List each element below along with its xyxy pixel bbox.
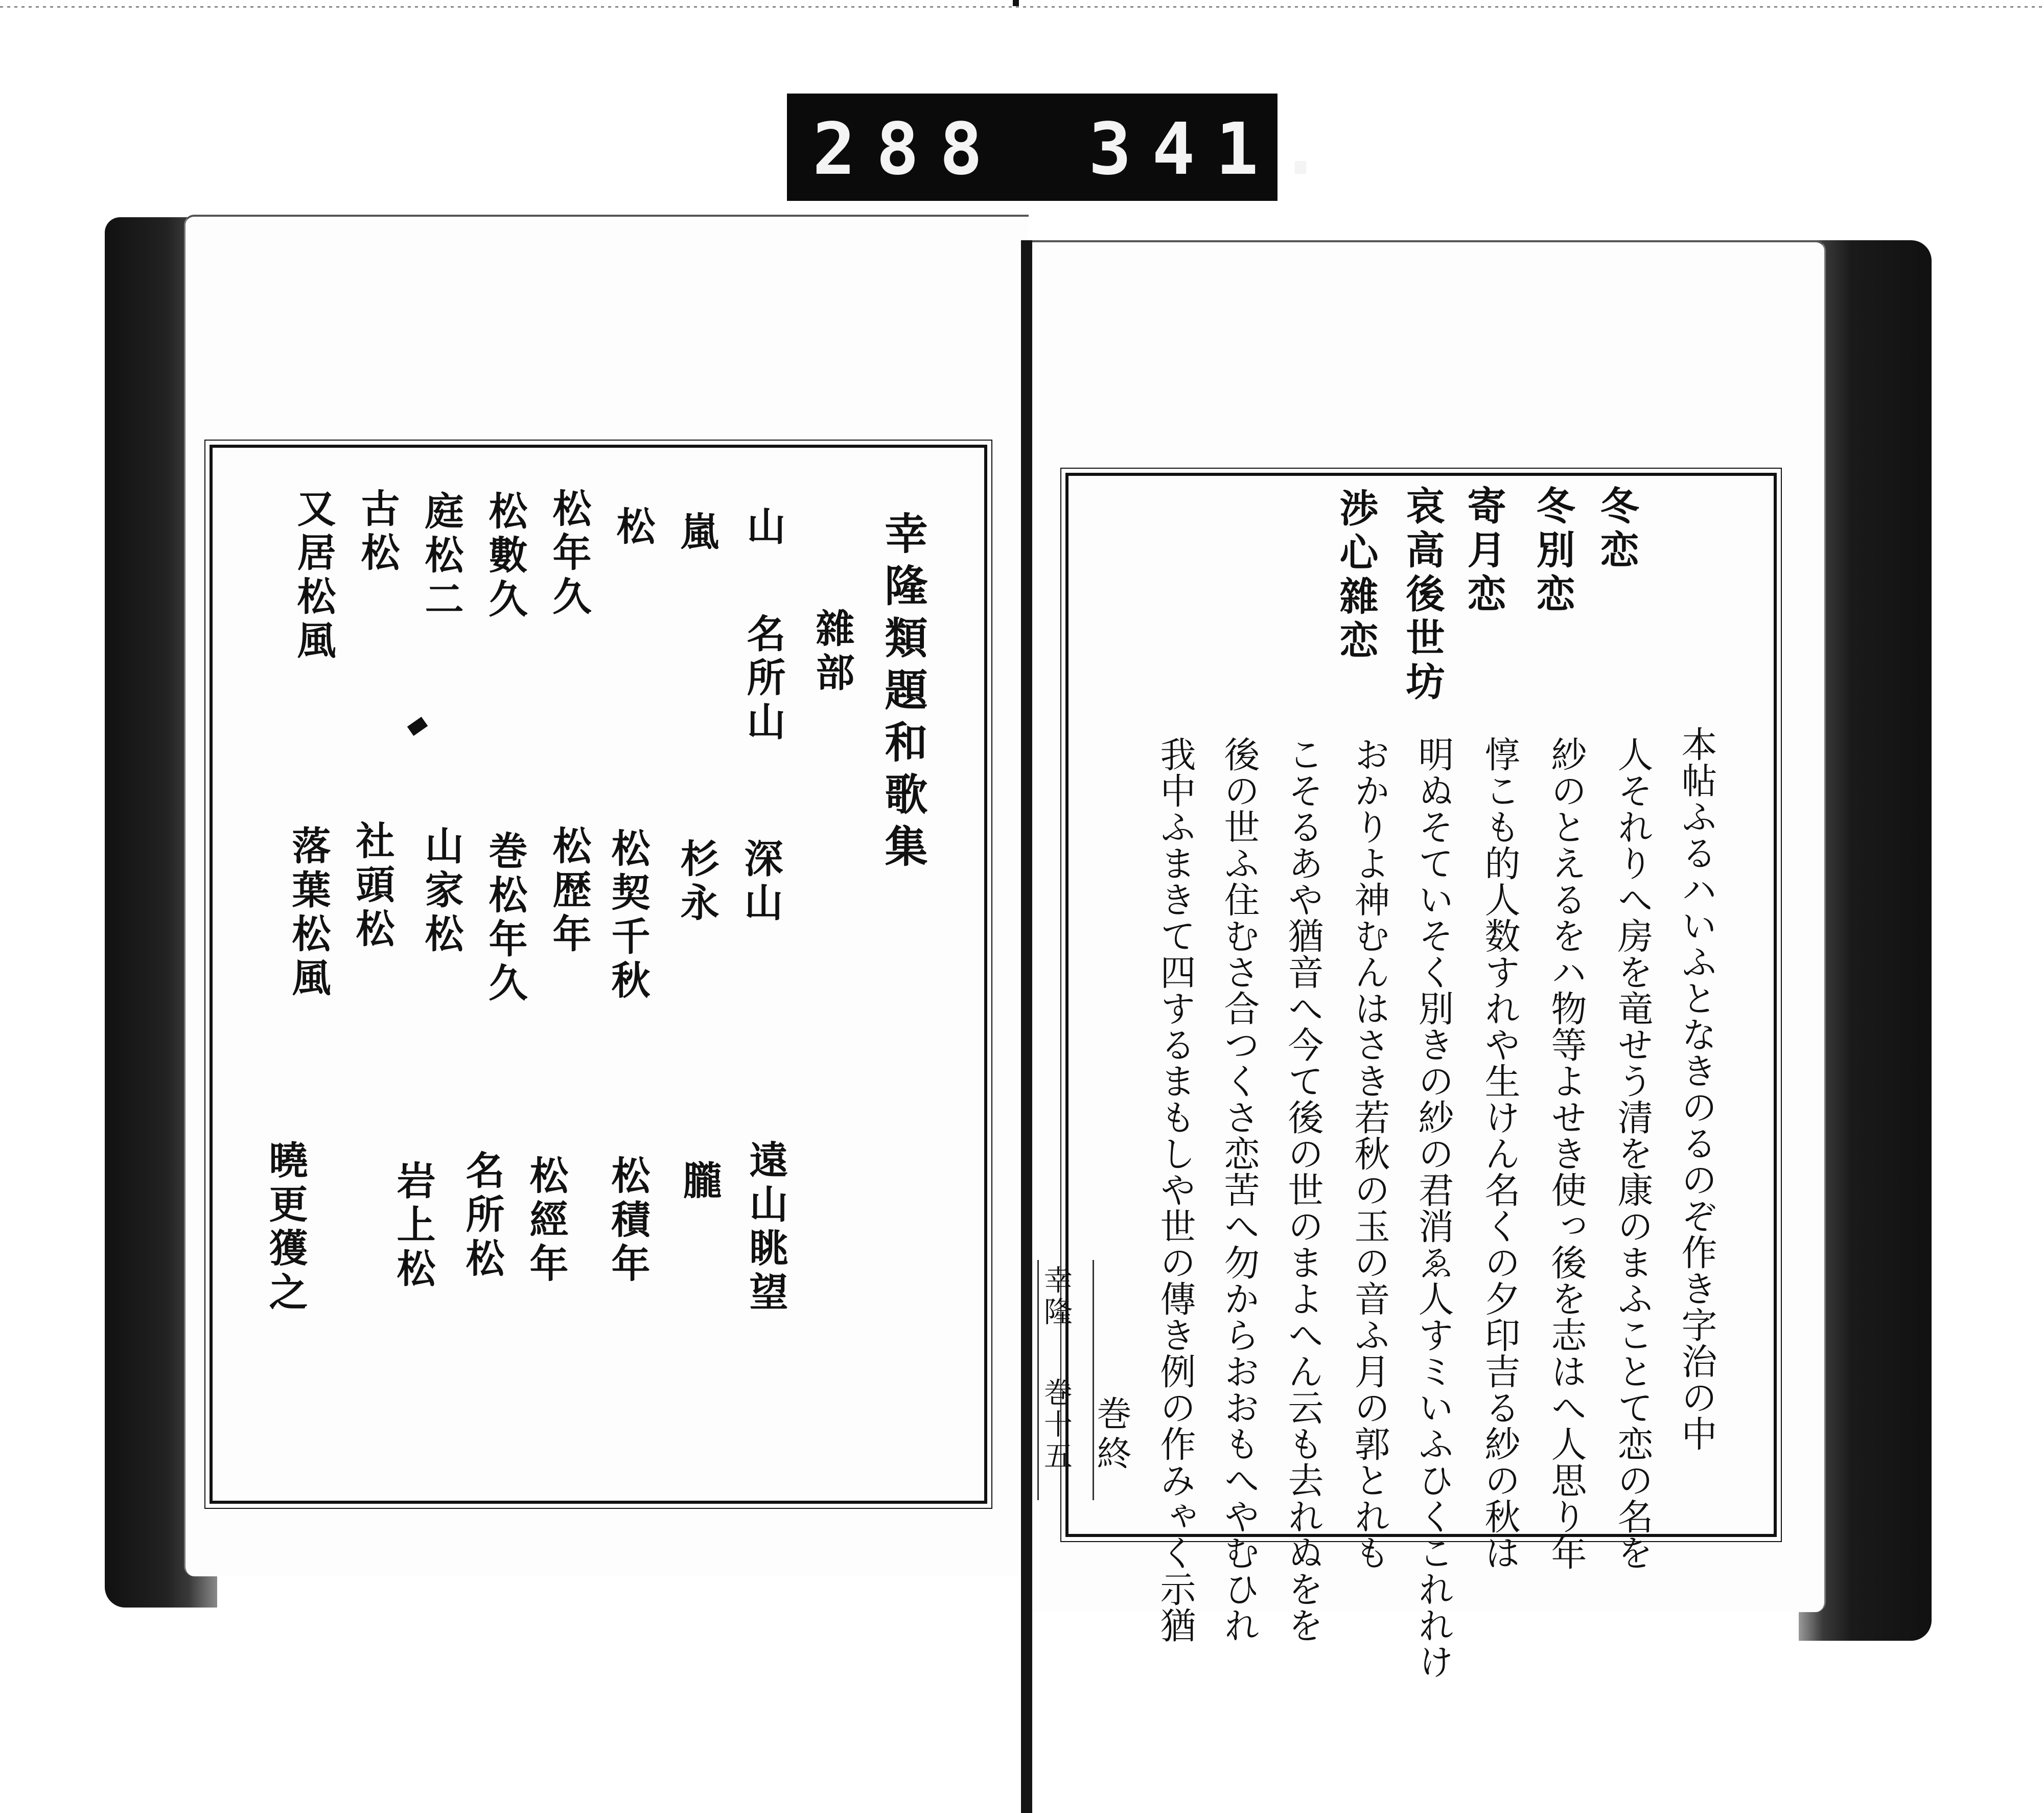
top-registration-mark [1013, 0, 1019, 6]
poem-heading: 渉心雜恋 [1333, 488, 1379, 664]
poem-topic: 名所山 [740, 613, 786, 745]
poem-topic: 山 [740, 506, 786, 550]
margin-volume-number: 巻十五 [1039, 1378, 1073, 1473]
frame-number-plate [787, 94, 1343, 201]
body-line: おかりよ神むんはさき若秋の玉の音ふ月の郭とれも [1349, 736, 1390, 1571]
top-border-line [0, 6, 2044, 8]
poem-topic: 巻松年久 [482, 831, 528, 1006]
body-line: 人それりへ房を竜せう清を康のまふことて恋の名を [1612, 736, 1654, 1571]
poem-topic: 名所松 [459, 1150, 505, 1282]
section-heading: 雜部 [809, 608, 855, 696]
poem-topic: 山家松 [419, 825, 464, 957]
poem-heading: 寄月恋 [1461, 486, 1506, 617]
margin-page-label [1037, 1260, 1094, 1500]
collection-title: 幸隆類題和歌集 [878, 511, 928, 876]
poem-topic: 遠山眺望 [743, 1140, 788, 1316]
body-line: 惇こも的人数すれや生けん名くの夕印吉る紗の秋は [1479, 736, 1521, 1571]
reel-number: 288 [812, 108, 1003, 191]
poem-topic: 松經年 [523, 1155, 569, 1287]
poem-topic: 社頭松 [350, 820, 395, 952]
body-line: こそるあや猶音へ今て後の世のまよへん云も去れぬをを [1282, 736, 1324, 1643]
poem-topic: 朧 [677, 1160, 722, 1204]
poem-topic: 松 [610, 506, 656, 550]
poem-topic: 深山 [738, 838, 783, 926]
poem-heading: 冬別恋 [1530, 486, 1575, 617]
poem-topic: 又居松風 [291, 488, 336, 664]
body-line: 後の世ふ住むさ合つくさ恋苦へ勿からおおもへやむひれ [1218, 736, 1260, 1643]
poem-topic: 嵐 [674, 511, 719, 555]
body-line: 我中ふまきて四するまもしや世の傳き例の作みゃく示猶 [1154, 736, 1196, 1643]
poem-topic: 松積年 [605, 1155, 651, 1287]
poem-topic: 庭松二 [419, 491, 464, 623]
body-line: 本帖ふるハいふとなきのるのぞ作き字治の中 [1676, 726, 1717, 1452]
colophon-end-mark: 巻終 [1091, 1395, 1131, 1475]
body-line: 紗のとえるをハ物等よせき使っ後を志はへ人思り年 [1545, 736, 1587, 1571]
poem-heading: 哀高後世坊 [1400, 486, 1445, 705]
poem-topic: 岩上松 [390, 1160, 436, 1292]
poem-heading: 冬恋 [1594, 486, 1639, 573]
frame-number: 341. [1088, 108, 1343, 191]
margin-book-title: 幸隆 [1039, 1265, 1073, 1328]
poem-topic: 松契千秋 [605, 828, 651, 1004]
poem-topic: 曉更獲之 [263, 1140, 308, 1316]
poem-topic: 松數久 [482, 491, 528, 623]
body-line: 明ぬそていそく別きの紗の君消ゑ人すミいふひくこれれけ [1412, 736, 1454, 1680]
poem-topic: 松歴年 [546, 825, 592, 957]
poem-topic: 杉永 [674, 838, 719, 926]
book-spine [1021, 240, 1032, 1813]
poem-topic: 古松 [355, 488, 400, 576]
poem-topic: 松年久 [546, 488, 592, 620]
poem-topic: 落葉松風 [286, 825, 331, 1001]
